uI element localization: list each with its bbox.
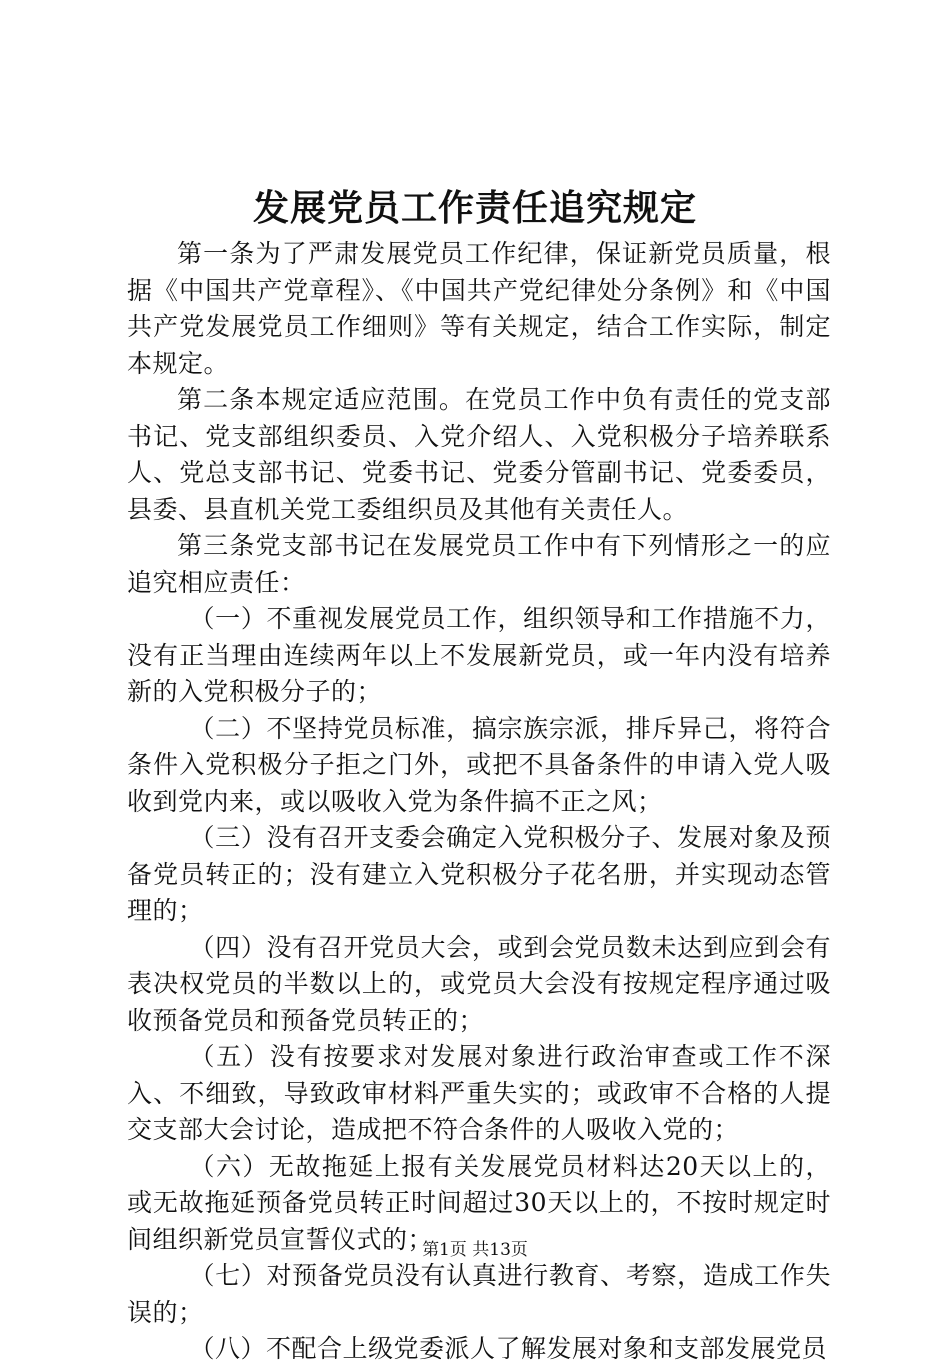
list-item-6: （六）无故拖延上报有关发展党员材料达20天以上的，或无故拖延预备党员转正时间超过30天以上的，不按时规定时间组织新党员宣誓仪式的； [127, 1151, 831, 1254]
list-item-2: （二）不坚持党员标准，搞宗族宗派，排斥异己，将符合条件入党积极分子拒之门外，或把不具备条件的申请入党人吸收到党内来，或以吸收入党为条件搞不正之风； [127, 713, 831, 816]
document-title: 发展党员工作责任追究规定 [252, 187, 697, 229]
list-item-4: （四）没有召开党员大会，或到会党员数未达到应到会有表决权党员的半数以上的，或党员大会没有按规定程序通过吸收预备党员和预备党员转正的； [127, 932, 831, 1035]
article-paragraph-1: 第一条为了严肃发展党员工作纪律，保证新党员质量，根据《中国共产党章程》、《中国共产党纪律处分条例》和《中国共产党发展党员工作细则》等有关规定，结合工作实际，制定本规定。 [127, 239, 831, 378]
document-body [127, 236, 831, 1368]
article-paragraph-2: 第二条本规定适应范围。在党员工作中负有责任的党支部书记、党支部组织委员、入党介绍人、入党积极分子培养联系人、党总支部书记、党委书记、党委分管副书记、党委委员，县委、县直机关党工委组织员及其他有关责任人。 [127, 385, 831, 524]
page-footer: 第1页 共13页 [422, 1240, 528, 1260]
list-item-3: （三）没有召开支委会确定入党积极分子、发展对象及预备党员转正的；没有建立入党积极分子花名册，并实现动态管理的； [127, 823, 831, 925]
list-item-7: （七）对预备党员没有认真进行教育、考察，造成工作失误的； [127, 1261, 831, 1327]
list-item-8: （八）不配合上级党委派人了解发展对象和支部发展党员 [189, 1334, 828, 1363]
list-item-5: （五）没有按要求对发展对象进行政治审查或工作不深入、不细致，导致政审材料严重失实的；或政审不合格的人提交支部大会讨论，造成把不符合条件的人吸收入党的； [127, 1042, 831, 1144]
list-item-1: （一）不重视发展党员工作，组织领导和工作措施不力，没有正当理由连续两年以上不发展新党员，或一年内没有培养新的入党积极分子的； [127, 604, 831, 706]
article-paragraph-3: 第三条党支部书记在发展党员工作中有下列情形之一的应追究相应责任： [127, 531, 831, 597]
